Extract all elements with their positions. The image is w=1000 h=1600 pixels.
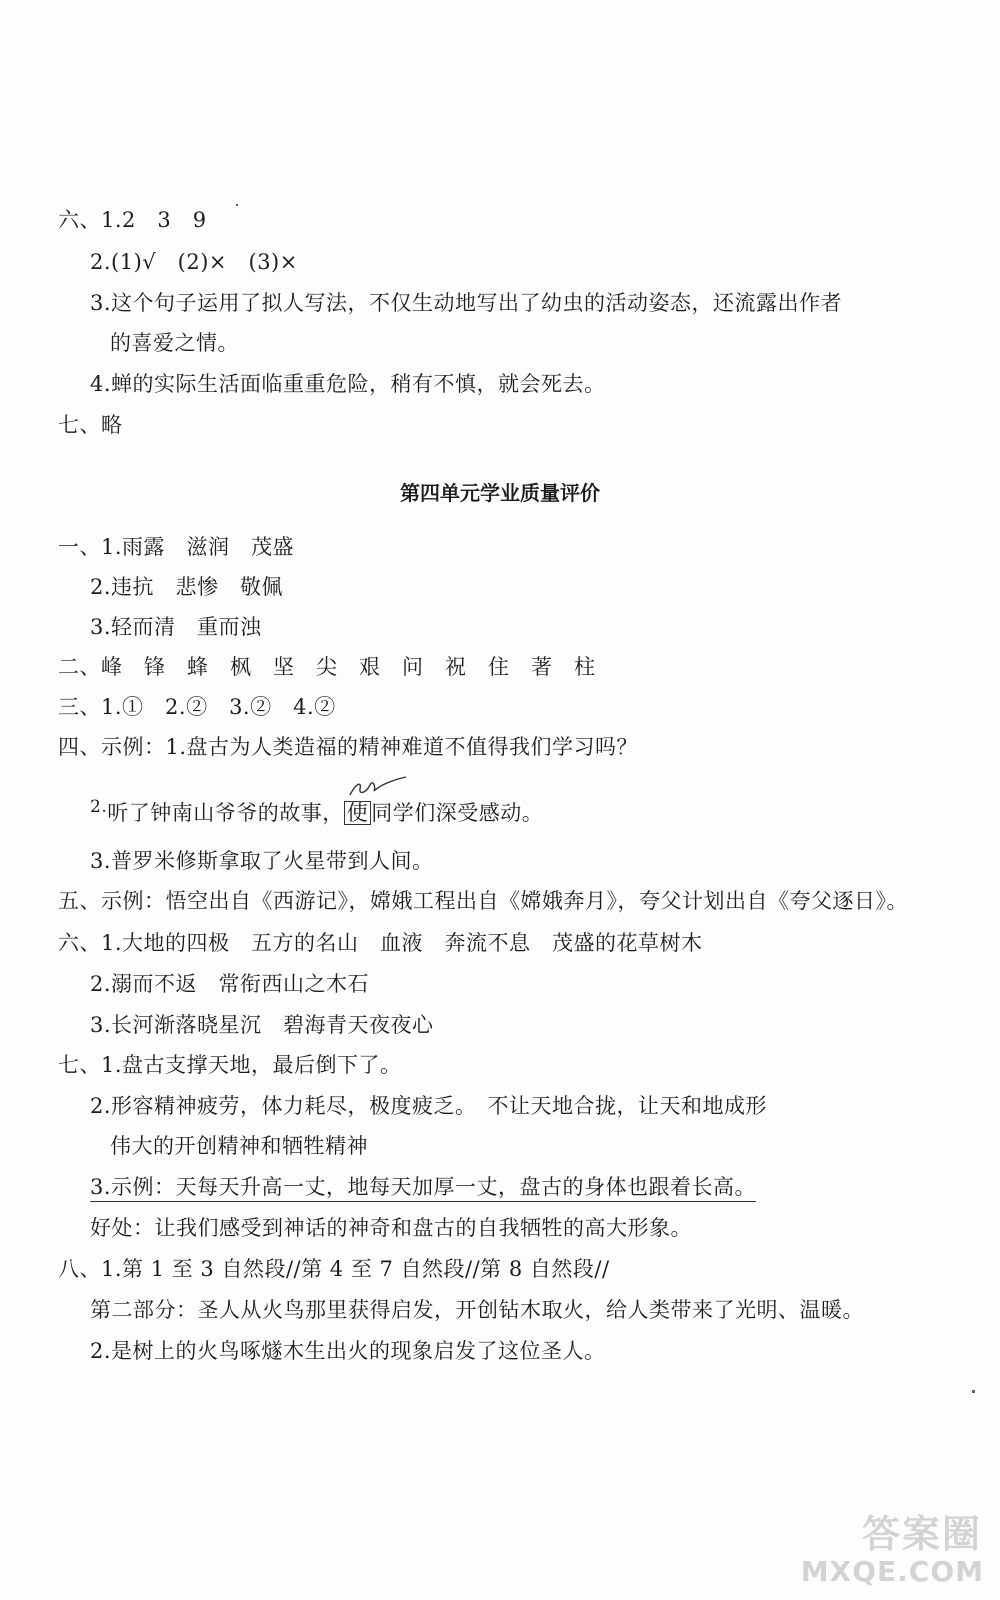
part2-answers: 二、峰 锋 蜂 枫 坚 尖 艰 问 祝 住 著 柱 — [58, 655, 596, 679]
part4-q3: 3.普罗米修斯拿取了火星带到人间。 — [90, 849, 434, 873]
prev-section6-q2: 2.(1)√ (2)× (3)× — [90, 250, 298, 274]
part8-q2: 2.是树上的火鸟啄燧木生出火的现象启发了这位圣人。 — [90, 1339, 606, 1363]
part4-q2 — [90, 797, 544, 828]
prev-section7: 七、略 — [58, 413, 123, 437]
part6-q1: 六、1.大地的四极 五方的名山 血液 奔流不息 茂盛的花草树木 — [58, 931, 703, 955]
part8-q1: 八、1.第 1 至 3 自然段//第 4 至 7 自然段//第 8 自然段// — [58, 1257, 610, 1281]
handwritten-correction-mark — [348, 773, 408, 801]
part4-q2-text-after: 同学们深受感动。 — [371, 801, 544, 825]
prev-section6-q3-line1: 3.这个句子运用了拟人写法，不仅生动地写出了幼虫的活动姿态，还流露出作者 — [90, 291, 843, 315]
prev-section6-q1: 六、1.2 3 9 — [58, 208, 207, 232]
prev-section6-q3-line2: 的喜爱之情。 — [110, 331, 239, 355]
part7-q3 — [90, 1174, 756, 1200]
watermark-logo-text: 答案圈 — [861, 1512, 982, 1556]
part4-q2-boxed-word: 使 — [344, 801, 372, 825]
part7-q2-line1: 2.形容精神疲劳，体力耗尽，极度疲乏。 不让天地合拢，让天和地成形 — [90, 1094, 768, 1118]
part6-q2: 2.溺而不返 常衔西山之木石 — [90, 972, 370, 996]
watermark — [793, 1512, 988, 1592]
part8-q1-part2: 第二部分：圣人从火鸟那里获得启发，开创钻木取火，给人类带来了光明、温暖。 — [90, 1298, 864, 1322]
unit-title: 第四单元学业质量评价 — [400, 481, 600, 505]
part1-q3: 3.轻而清 重而浊 — [90, 615, 262, 639]
part4-q2-text-before: 听了钟南山爷爷的故事， — [107, 801, 344, 825]
watermark-url: MXQE.COM — [800, 1555, 984, 1588]
part5-answer: 五、示例：悟空出自《西游记》，嫦娥工程出自《嫦娥奔月》，夸父计划出自《夸父逐日》。 — [58, 889, 908, 913]
scan-speck-right — [972, 1390, 975, 1393]
scan-speck — [236, 204, 238, 206]
part1-q2: 2.违抗 悲惨 敬佩 — [90, 575, 284, 599]
part6-q3: 3.长河渐落晓星沉 碧海青天夜夜心 — [90, 1013, 434, 1037]
part3-answers: 三、1.① 2.② 3.② 4.② — [58, 695, 336, 719]
prev-section6-q4: 4.蝉的实际生活面临重重危险，稍有不慎，就会死去。 — [90, 372, 606, 396]
part7-q1: 七、1.盘古支撑天地，最后倒下了。 — [58, 1053, 402, 1077]
part7-q3-underlined: 3.示例：天每天升高一丈，地每天加厚一丈，盘古的身体也跟着长高。 — [90, 1175, 756, 1202]
part7-q3-benefit: 好处：让我们感受到神话的神奇和盘古的自我牺牲的高大形象。 — [90, 1216, 692, 1240]
part4-q2-number: 2. — [90, 797, 108, 817]
part1-q1: 一、1.雨露 滋润 茂盛 — [58, 535, 295, 559]
part7-q2-line2: 伟大的开创精神和牺牲精神 — [110, 1134, 368, 1158]
part4-q1: 四、示例：1.盘古为人类造福的精神难道不值得我们学习吗？ — [58, 735, 639, 759]
